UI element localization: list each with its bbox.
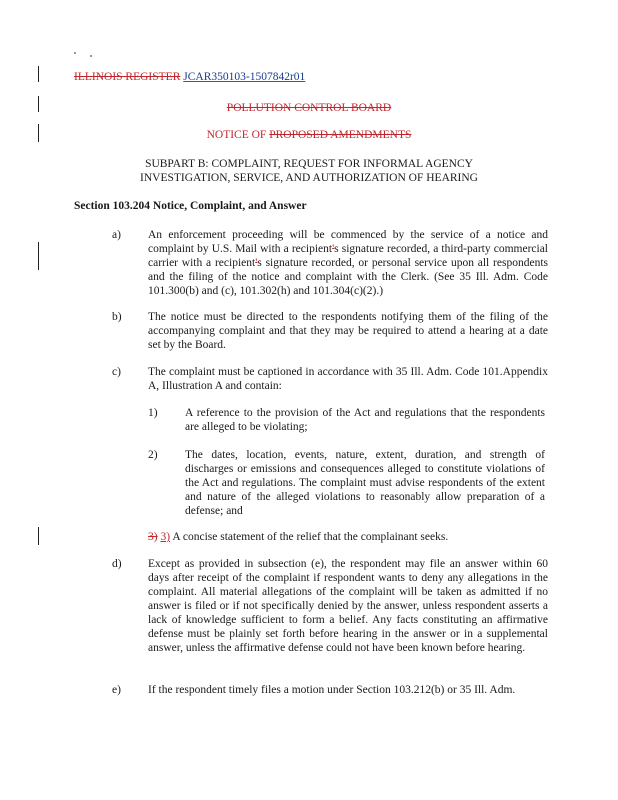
para-a-text-1: An enforcement proceeding will be commenced by the service of a notice and complaint by U.S. Mail with a recipient — [148, 229, 548, 255]
section-title: Section 103.204 Notice, Complaint, and Answer — [74, 200, 307, 212]
para-a — [148, 228, 548, 298]
para-c2: The dates, location, events, nature, extent, duration, and strength of discharges or emissions and consequences alleged to constitute violations of the Act and regulations. The complaint must advise respondents of the extent and nature of the alleged violations to reasonably allow preparation of a defense; and — [185, 449, 545, 517]
para-a-text-3: s signature recorded, or personal service upon all respondents and the filing of the notice and complaint with the Clerk. (See 35 Ill. Adm. Code 101.300(b) and (c), 101.302(h) and 101.304(c)(2).) — [148, 257, 548, 297]
para-c3-text: A concise statement of the relief that the complainant seeks. — [172, 531, 449, 543]
notice-struck: PROPOSED AMENDMENTS — [269, 129, 412, 141]
para-c: The complaint must be captioned in accordance with 35 Ill. Adm. Code 101.Appendix A, Illustration A and contain: — [148, 366, 548, 392]
deleted-apostrophe: ' — [255, 257, 258, 269]
para-c-label: c) — [112, 366, 121, 378]
subpart-line-1: SUBPART B: COMPLAINT, REQUEST FOR INFORMAL AGENCY — [145, 158, 473, 170]
subpart-line-2: INVESTIGATION, SERVICE, AND AUTHORIZATION OF HEARING — [140, 172, 478, 184]
para-a-label: a) — [112, 229, 121, 241]
para-c3 — [148, 530, 568, 544]
para-d-label: d) — [112, 558, 122, 570]
para-d: Except as provided in subsection (e), the respondent may file an answer within 60 days after receipt of the complaint if respondent wants to deny any allegations in the complaint. All material allegations of the complaint will be taken as admitted if no answer is filed or if not specifically denied by the answer, unless respondent asserts a lack of knowledge sufficient to form a belief. Any facts constituting an affirmative defense must be plainly set forth before hearing in the answer or in a supplemental answer, unless the affirmative defense could not have been known before hearing. — [148, 558, 548, 654]
para-b: The notice must be directed to the respondents notifying them of the filing of the accompanying complaint and that they may be required to attend a hearing at a date set by the Board. — [148, 311, 548, 351]
header-line — [74, 70, 305, 84]
deleted-apostrophe: ' — [332, 243, 335, 255]
change-bar — [38, 527, 39, 545]
subpart-heading — [0, 157, 618, 185]
change-bar — [38, 66, 39, 82]
para-b-label: b) — [112, 311, 122, 323]
para-a-text-2: s signature recorded, a third-party commercial carrier with a recipient — [148, 243, 548, 269]
board-name: POLLUTION CONTROL BOARD — [226, 102, 392, 114]
para-e-label: e) — [112, 684, 121, 696]
notice-prefix: NOTICE OF — [206, 129, 270, 141]
scan-speck — [90, 55, 92, 57]
change-bar — [38, 242, 39, 270]
struck-label: 3) — [148, 531, 158, 543]
doc-code: JCAR350103-1507842r01 — [183, 71, 306, 83]
para-c1: A reference to the provision of the Act and regulations that the respondents are alleged to be violating; — [185, 407, 545, 433]
para-e: If the respondent timely files a motion under Section 103.212(b) or 35 Ill. Adm. — [148, 684, 516, 696]
register-title: ILLINOIS REGISTER — [74, 71, 181, 83]
notice-title — [0, 128, 618, 142]
para-c2-label: 2) — [148, 449, 158, 461]
scan-speck — [74, 52, 76, 54]
para-c1-label: 1) — [148, 407, 158, 419]
new-label: 3) — [160, 531, 171, 543]
